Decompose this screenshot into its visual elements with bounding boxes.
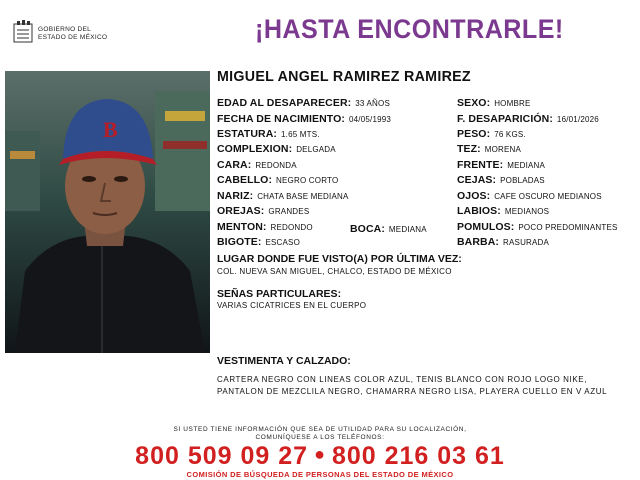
field-label: LABIOS: <box>457 205 501 217</box>
field-label: FECHA DE NACIMIENTO: <box>217 113 345 125</box>
field-label: ESTATURA: <box>217 128 278 140</box>
field-complexion <box>457 141 521 157</box>
field-eyes <box>457 188 602 204</box>
clothing-title: VESTIMENTA Y CALZADO: <box>217 355 351 367</box>
person-name: MIGUEL ANGEL RAMIREZ RAMIREZ <box>217 68 471 85</box>
field-age <box>217 95 390 111</box>
contact-note-line1: SI USTED TIENE INFORMACIÓN QUE SEA DE UTILIDAD PARA SU LOCALIZACIÓN, <box>173 426 467 433</box>
field-value: MEDIANA <box>507 161 546 170</box>
field-value: REDONDO <box>270 223 313 232</box>
field-label: BARBA: <box>457 236 500 248</box>
field-value: 76 KGS. <box>494 130 526 139</box>
field-label: BOCA: <box>350 223 385 235</box>
field-eyebrows <box>457 172 545 188</box>
field-sex <box>457 95 531 111</box>
org-name-line1: GOBIERNO DEL <box>38 26 92 33</box>
field-label: F. DESAPARICIÓN: <box>457 113 553 125</box>
field-value: GRANDES <box>268 207 310 216</box>
field-disappearance-date <box>457 111 599 127</box>
field-value: POBLADAS <box>500 176 545 185</box>
field-label: OJOS: <box>457 190 491 202</box>
field-mustache <box>217 234 300 250</box>
field-hair <box>217 172 338 188</box>
field-label: BIGOTE: <box>217 236 262 248</box>
field-mouth <box>350 221 427 237</box>
commission-name: COMISIÓN DE BÚSQUEDA DE PERSONAS DEL ESTADO DE MÉXICO <box>186 470 454 479</box>
field-value: RASURADA <box>503 238 550 247</box>
field-face <box>217 157 297 173</box>
field-value: HOMBRE <box>494 99 531 108</box>
field-label: EDAD AL DESAPARECER: <box>217 97 352 109</box>
field-label: OREJAS: <box>217 205 265 217</box>
contact-note <box>120 426 520 442</box>
field-label: CARA: <box>217 159 252 171</box>
phone-number-2[interactable]: 800 216 03 61 <box>331 442 505 470</box>
page-headline: ¡HASTA ENCONTRARLE! <box>255 14 564 44</box>
field-beard <box>457 234 549 250</box>
field-value: MEDIANA <box>388 225 427 234</box>
field-label: NARIZ: <box>217 190 254 202</box>
field-label: FRENTE: <box>457 159 504 171</box>
phone-number-1[interactable]: 800 509 09 27 <box>135 442 309 470</box>
field-value: POCO PREDOMINANTES <box>518 223 618 232</box>
field-build <box>217 141 336 157</box>
marks-title: SEÑAS PARTICULARES: <box>217 288 342 300</box>
field-cheekbones <box>457 219 618 235</box>
field-value: MEDIANOS <box>504 207 550 216</box>
field-value: 1.65 MTS. <box>281 130 320 139</box>
marks-text: VARIAS CICATRICES EN EL CUERPO <box>217 301 367 310</box>
field-label: SEXO: <box>457 97 491 109</box>
field-label: POMULOS: <box>457 221 515 233</box>
field-value: DELGADA <box>296 145 336 154</box>
field-value: 33 AÑOS <box>355 99 390 108</box>
person-photo <box>5 71 210 353</box>
field-forehead <box>457 157 545 173</box>
last-seen-title: LUGAR DONDE FUE VISTO(A) POR ÚLTIMA VEZ: <box>217 253 462 265</box>
contact-note-line2: COMUNÍQUESE A LOS TELÉFONOS: <box>255 434 385 441</box>
last-seen-text: COL. NUEVA SAN MIGUEL, CHALCO, ESTADO DE MÉXICO <box>217 267 452 276</box>
phone-numbers <box>0 442 640 471</box>
field-chin <box>217 219 313 235</box>
field-value: 04/05/1993 <box>349 115 392 124</box>
field-lips <box>457 203 549 219</box>
field-label: MENTON: <box>217 221 267 233</box>
field-label: TEZ: <box>457 143 481 155</box>
field-ears <box>217 203 309 219</box>
field-label: COMPLEXION: <box>217 143 293 155</box>
field-birthdate <box>217 111 391 127</box>
field-value: ESCASO <box>265 238 300 247</box>
org-name-line2: ESTADO DE MÉXICO <box>38 34 108 41</box>
government-logo <box>12 20 122 46</box>
field-nose <box>217 188 349 204</box>
bullet-separator: ● <box>314 444 326 464</box>
field-label: CEJAS: <box>457 174 497 186</box>
svg-text:B: B <box>103 117 118 142</box>
field-label: CABELLO: <box>217 174 273 186</box>
clothing-text: CARTERA NEGRO CON LINEAS COLOR AZUL, TENIS BLANCO CON ROJO LOGO NIKE, PANTALON DE MEZCLILA NEGRO, CHAMARRA NEGRO LISA, PLAYERA CUELLO EN V AZUL <box>217 375 608 396</box>
field-value: MORENA <box>484 145 522 154</box>
field-value: CAFE OSCURO MEDIANOS <box>494 192 602 201</box>
field-value: CHATA BASE MEDIANA <box>257 192 349 201</box>
field-label: PESO: <box>457 128 491 140</box>
field-value: REDONDA <box>255 161 297 170</box>
field-value: 16/01/2026 <box>556 115 599 124</box>
field-height <box>217 126 320 142</box>
state-seal-icon <box>12 20 34 44</box>
field-value: NEGRO CORTO <box>276 176 339 185</box>
field-weight <box>457 126 526 142</box>
